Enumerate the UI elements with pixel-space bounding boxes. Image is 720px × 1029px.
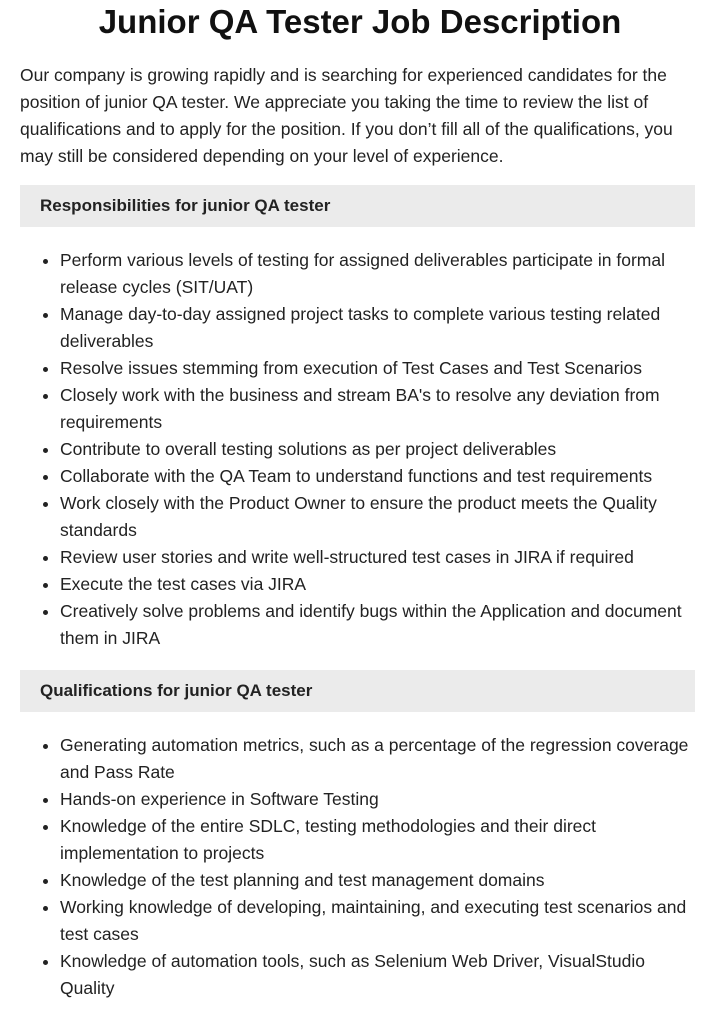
list-item: • Knowledge of the test planning and test management domains <box>60 867 700 894</box>
list-item: • Generating automation metrics, such as a percentage of the regression coverage and Pass Rate <box>60 732 700 786</box>
list-item: • Hands-on experience in Software Testing <box>60 786 700 813</box>
list-item: • Work closely with the Product Owner to ensure the product meets the Quality standards <box>60 490 700 544</box>
qualifications-heading: Qualifications for junior QA tester <box>20 670 695 712</box>
list-item: • Execute the test cases via JIRA <box>60 571 700 598</box>
qualifications-list <box>20 732 700 1002</box>
page-title: Junior QA Tester Job Description <box>98 3 622 40</box>
list-item: • Collaborate with the QA Team to understand functions and test requirements <box>60 463 700 490</box>
list-item: • Contribute to overall testing solutions as per project deliverables <box>60 436 700 463</box>
list-item: • Review user stories and write well-structured test cases in JIRA if required <box>60 544 700 571</box>
list-item: • Knowledge of the entire SDLC, testing methodologies and their direct implementation to projects <box>60 813 700 867</box>
responsibilities-heading: Responsibilities for junior QA tester <box>20 185 695 227</box>
list-item: • Knowledge of automation tools, such as Selenium Web Driver, VisualStudio Quality <box>60 948 700 1002</box>
list-item: • Closely work with the business and stream BA's to resolve any deviation from requirements <box>60 382 700 436</box>
list-item: • Manage day-to-day assigned project tasks to complete various testing related deliverables <box>60 301 700 355</box>
list-item: • Creatively solve problems and identify bugs within the Application and document them in JIRA <box>60 598 700 652</box>
list-item: • Resolve issues stemming from execution of Test Cases and Test Scenarios <box>60 355 700 382</box>
list-item: • Working knowledge of developing, maintaining, and executing test scenarios and test cases <box>60 894 700 948</box>
responsibilities-list <box>20 247 700 652</box>
list-item: • Perform various levels of testing for assigned deliverables participate in formal release cycles (SIT/UAT) <box>60 247 700 301</box>
intro-paragraph: Our company is growing rapidly and is searching for experienced candidates for the position of junior QA tester. We appreciate you taking the time to review the list of qualifications and to apply for the position. If you don’t fill all of the qualifications, you may still be considered depending on your level of experience. <box>20 65 673 166</box>
